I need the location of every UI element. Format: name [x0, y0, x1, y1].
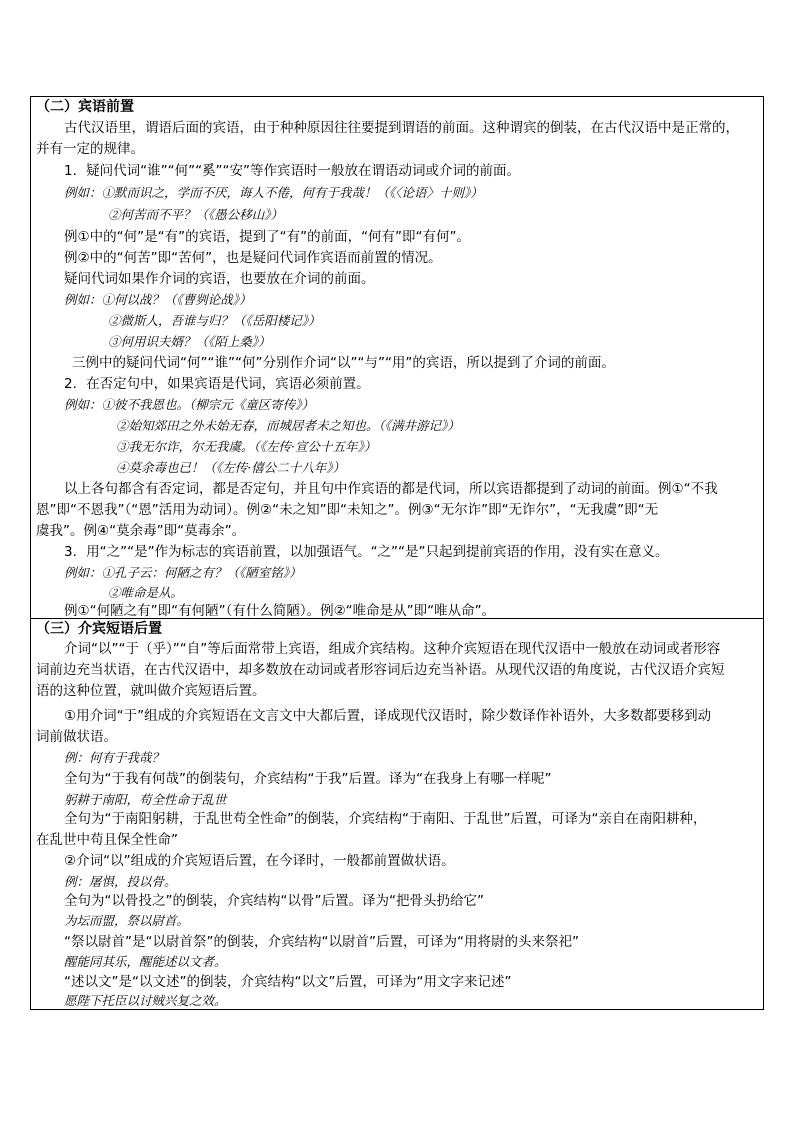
paragraph-line: 例②中的“何苦”即“苦何”，也是疑问代词作宾语而前置的情况。	[64, 250, 442, 266]
paragraph-line: 全句为“于南阳躬耕，于乱世苟全性命”的倒装，介宾结构“于南阳、于乱世”后置，可译为“亲自在南阳耕种，	[64, 811, 707, 827]
section-heading-object-preposing: （二）宾语前置	[36, 99, 134, 115]
example-line: 例如：①彼不我恩也。（柳宗元《童区寄传》）	[64, 397, 315, 412]
example-line: 为坛而盟，祭以尉首。	[64, 913, 190, 928]
example-line: 例如：①默而识之，学而不厌，诲人不倦，何有于我哉！（《〈论语〉十则》）	[64, 185, 483, 200]
paragraph-line: ①用介词“于”组成的介宾短语在文言文中大都后置，译成现代汉语时，除少数译作补语外，大多数都要移到动	[64, 708, 712, 724]
paragraph-line: 语的这种位置，就叫做介宾短语后置。	[36, 683, 266, 699]
example-line: ④莫余毒也已！（《左传·僖公二十八年》）	[116, 460, 345, 475]
example-line: ③我无尔诈，尔无我虞。（《左传·宣公十五年》）	[116, 439, 377, 454]
rule-heading: 2．在否定句中，如果宾语是代词，宾语必须前置。	[64, 376, 370, 392]
example-line: ②始知郊田之外未始无春，而城居者未之知也。（《满井游记》）	[116, 418, 460, 433]
paragraph-line: 例①中的“何”是“有”的宾语，提到了“有”的前面，“何有”即“有何”。	[64, 229, 471, 245]
example-line: 例如：①孔子云：何陋之有？（《陋室铭》）	[64, 565, 302, 580]
example-line: ②微斯人，吾谁与归？（《岳阳楼记》）	[108, 313, 321, 328]
example-line: ③何用识夫婿？（《陌上桑》）	[108, 334, 271, 349]
paragraph-line: 例①“何陋之有”即“有何陋”（有什么简陋）。例②“唯命是从”即“唯从命”。	[64, 603, 496, 619]
paragraph-line: 以上各句都含有否定词，都是否定句，并且句中作宾语的都是代词，所以宾语都提到了动词的前面。例①“不我	[64, 481, 718, 497]
paragraph-line: 并有一定的规律。	[36, 141, 144, 157]
paragraph-line: 全句为“以骨投之”的倒装，介宾结构“以骨”后置。译为“把骨头扔给它”	[64, 893, 484, 909]
rule-heading: 3．用“之”“是”作为标志的宾语前置，以加强语气。“之”“是”只起到提前宾语的作用，没有实在意义。	[64, 544, 669, 560]
paragraph-line: “祭以尉首”是“以尉首祭”的倒装，介宾结构“以尉首”后置，可译为“用将尉的头来祭祀”	[64, 934, 579, 950]
paragraph-line: 疑问代词如果作介词的宾语，也要放在介词的前面。	[64, 271, 375, 287]
example-line: 躬耕于南阳，苟全性命于乱世	[64, 792, 227, 807]
paragraph-line: 全句为“于我有何哉”的倒装句，介宾结构“于我”后置。译为“在我身上有哪一样呢”	[64, 771, 552, 787]
example-line: 例如：①何以战？（《曹刿论战》）	[64, 292, 252, 307]
example-line: ②唯命是从。	[108, 585, 184, 600]
section-heading-prepositional-postposing: （三）介宾短语后置	[36, 621, 162, 637]
paragraph-line: ②介词“以”组成的介宾短语后置，在今译时，一般都前置做状语。	[64, 853, 455, 869]
example-line: 例：屠惧，投以骨。	[64, 874, 177, 889]
paragraph-line: 三例中的疑问代词“何”“谁”“何”分别作介词“以”“与”“用”的宾语，所以提到了介词的前面。	[72, 355, 615, 371]
paragraph-line: 古代汉语里，谓语后面的宾语，由于种种原因往往要提到谓语的前面。这种谓宾的倒装，在古代汉语中是正常的，	[64, 120, 739, 136]
example-line: 醒能同其乐，醒能述以文者。	[64, 954, 227, 969]
rule-heading: 1．疑问代词“谁”“何”“奚”“安”等作宾语时一般放在谓语动词或介词的前面。	[64, 163, 521, 179]
paragraph-line: 虞我”。例④“莫余毒”即“莫毒余”。	[36, 523, 246, 539]
paragraph-line: 词前边充当状语，在古代汉语中，却多数放在动词或者形容词后边充当补语。从现代汉语的角度说，古代汉语介宾短	[36, 662, 725, 678]
paragraph-line: 词前做状语。	[36, 729, 117, 745]
example-line: 愿陛下托臣以讨贼兴复之效。	[64, 993, 227, 1008]
example-line: ②何苦而不平？（《愚公移山》）	[108, 207, 284, 222]
example-line: 例：何有于我哉？	[64, 750, 165, 765]
paragraph-line: 恩”即“不恩我”（“恩”活用为动词）。例②“未之知”即“未知之”。例③“无尔诈”即“无诈尔”，“无我虞”即“无	[36, 502, 659, 518]
paragraph-line: “述以文”是“以文述”的倒装，介宾结构“以文”后置，可译为“用文字来记述”	[64, 974, 512, 990]
paragraph-line: 介词“以”“于（乎）”“自”等后面常带上宾语，组成介宾结构。这种介宾短语在现代汉语中一般放在动词或者形容	[64, 641, 721, 657]
paragraph-line: 在乱世中苟且保全性命”	[36, 832, 178, 848]
